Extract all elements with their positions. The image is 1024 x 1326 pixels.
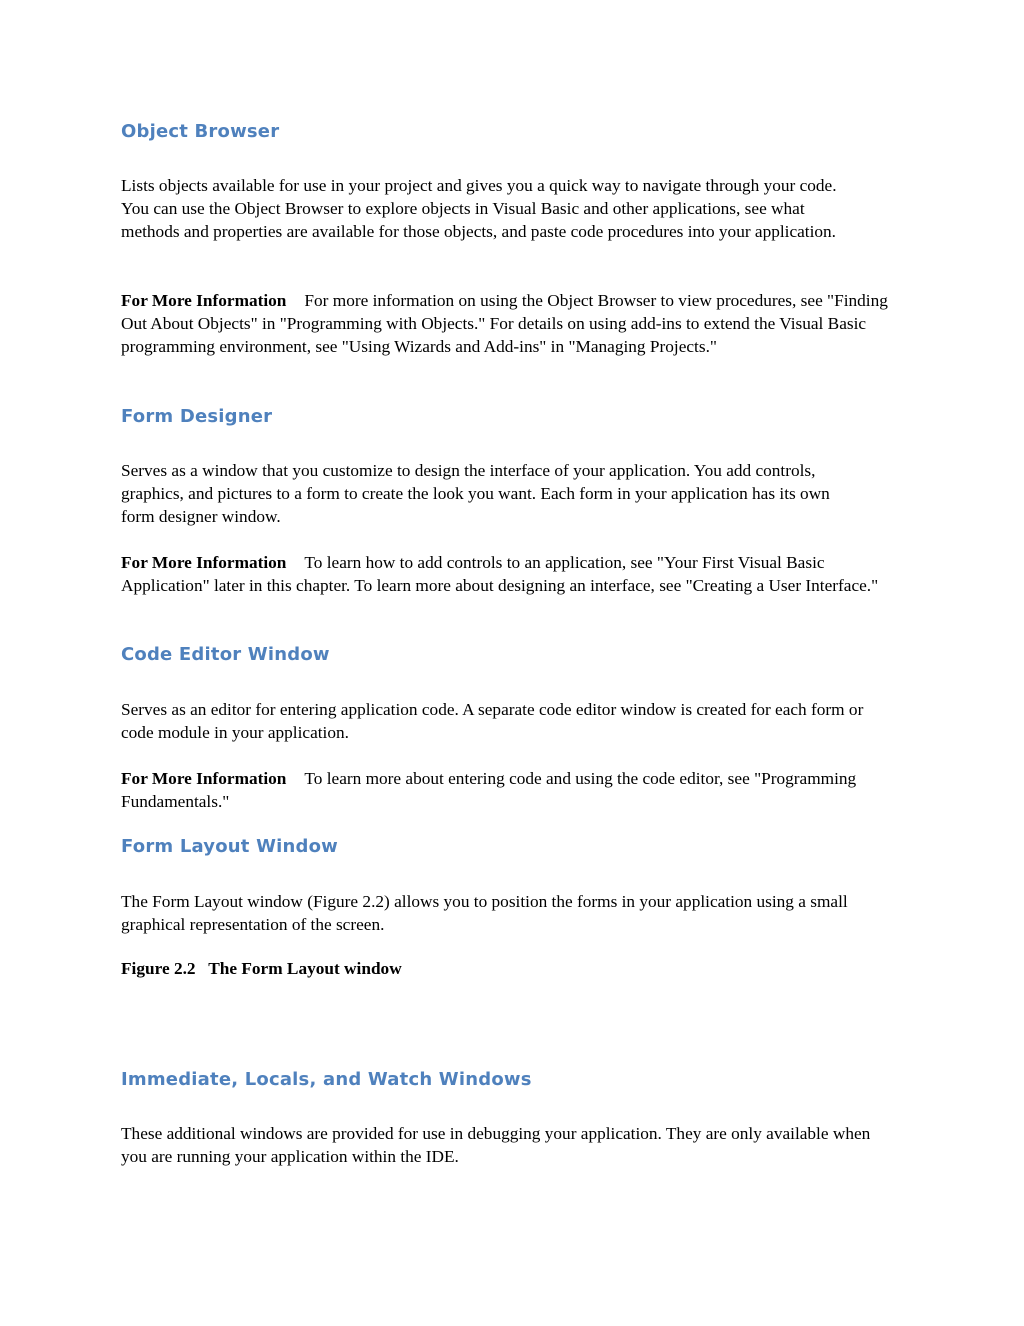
more-info-label: For More Information xyxy=(121,553,287,572)
more-info-object-browser xyxy=(121,289,906,358)
section-heading-form-designer: Form Designer xyxy=(121,406,273,427)
more-info-label: For More Information xyxy=(121,291,287,310)
section-body-code-editor-window: Serves as an editor for entering application code. A separate code editor window is created for each form or code module in your application. xyxy=(121,700,864,742)
section-body-form-layout-window: The Form Layout window (Figure 2.2) allows you to position the forms in your application using a small graphical representation of the screen. xyxy=(121,892,848,934)
section-body-form-designer: Serves as a window that you customize to design the interface of your application. You add controls, graphics, and pictures to a form to create the look you want. Each form in your application has its own form designer window. xyxy=(121,461,830,526)
section-heading-immediate-locals-watch: Immediate, Locals, and Watch Windows xyxy=(121,1069,532,1090)
section-heading-code-editor-window: Code Editor Window xyxy=(121,644,330,665)
more-info-label: For More Information xyxy=(121,769,287,788)
more-info-text: To learn how to add controls to an application, see "Your First Visual Basic Application" later in this chapter. To learn more about designing an interface, see "Creating a User Interface." xyxy=(121,553,879,595)
more-info-code-editor-window xyxy=(121,767,866,813)
section-heading-form-layout-window: Form Layout Window xyxy=(121,836,338,857)
section-body-object-browser: Lists objects available for use in your project and gives you a quick way to navigate through your code. You can use the Object Browser to explore objects in Visual Basic and other applications, see what methods and properties are available for those objects, and paste code procedures into your application. xyxy=(121,176,837,241)
more-info-form-designer xyxy=(121,551,891,597)
figure-caption: Figure 2.2 The Form Layout window xyxy=(121,959,402,978)
more-info-text: For more information on using the Object Browser to view procedures, see "Finding Out About Objects" in "Programming with Objects." For details on using add-ins to extend the Visual Basic programming environment, see "Using Wizards and Add-ins" in "Managing Projects." xyxy=(121,291,888,356)
section-heading-object-browser: Object Browser xyxy=(121,121,280,142)
more-info-text: To learn more about entering code and using the code editor, see "Programming Fundamentals." xyxy=(121,769,857,811)
section-body-immediate-locals-watch: These additional windows are provided for use in debugging your application. They are only available when you are running your application within the IDE. xyxy=(121,1124,871,1166)
